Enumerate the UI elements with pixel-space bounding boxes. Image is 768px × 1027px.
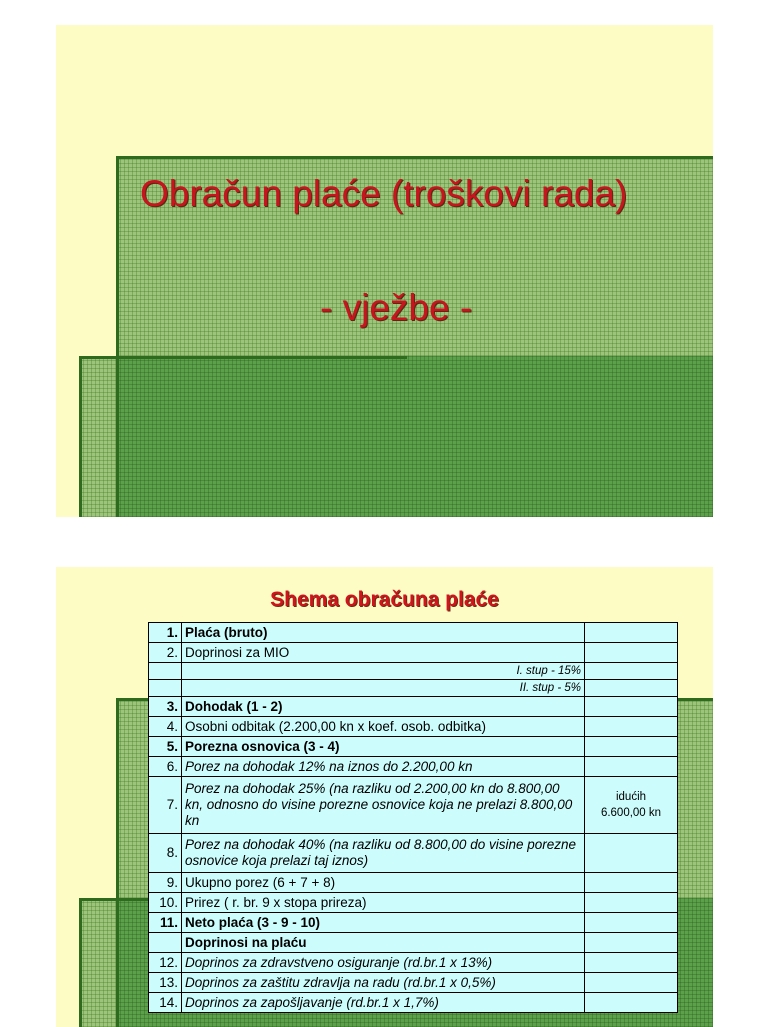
row-label: Osobni odbitak (2.200,00 kn x koef. osob. odbitka) <box>182 717 585 737</box>
background-pattern <box>116 356 713 517</box>
row-label: Dohodak (1 - 2) <box>182 697 585 717</box>
side-cell <box>585 643 678 663</box>
row-label: I. stup - 15% <box>182 663 585 680</box>
slide-subtitle: - vježbe - <box>320 287 473 328</box>
table-row <box>149 993 678 1013</box>
divider <box>116 698 119 1027</box>
side-note-line2: 6.600,00 kn <box>600 807 662 819</box>
slide-title: Obračun plaće (troškovi rada) <box>140 173 628 214</box>
side-cell <box>585 933 678 953</box>
side-cell <box>585 834 678 873</box>
table-row <box>149 893 678 913</box>
row-number: 11. <box>149 913 182 933</box>
side-cell <box>585 697 678 717</box>
salary-scheme-table <box>148 622 678 1013</box>
row-label: Prirez ( r. br. 9 x stopa prireza) <box>182 893 585 913</box>
divider <box>116 156 713 159</box>
row-number: 14. <box>149 993 182 1013</box>
side-cell <box>585 953 678 973</box>
table-row <box>149 717 678 737</box>
table-row <box>149 757 678 777</box>
side-cell <box>585 777 678 834</box>
table-row <box>149 777 678 834</box>
row-label: Porezna osnovica (3 - 4) <box>182 737 585 757</box>
table-row <box>149 737 678 757</box>
side-cell <box>585 973 678 993</box>
row-label: Doprinosi na plaću <box>182 933 585 953</box>
row-number <box>149 680 182 697</box>
side-cell <box>585 913 678 933</box>
table-row <box>149 680 678 697</box>
row-label: Ukupno porez (6 + 7 + 8) <box>182 873 585 893</box>
divider <box>79 356 407 359</box>
table-row <box>149 623 678 643</box>
side-cell <box>585 737 678 757</box>
background-pattern <box>79 898 119 1027</box>
row-number: 4. <box>149 717 182 737</box>
row-number: 5. <box>149 737 182 757</box>
row-number: 3. <box>149 697 182 717</box>
side-cell <box>585 873 678 893</box>
row-label: Doprinos za zaštitu zdravlja na radu (rd.br.1 x 0,5%) <box>182 973 585 993</box>
row-number: 8. <box>149 834 182 873</box>
table-row <box>149 697 678 717</box>
table-row <box>149 913 678 933</box>
row-label: Doprinosi za MIO <box>182 643 585 663</box>
row-number: 6. <box>149 757 182 777</box>
side-cell <box>585 893 678 913</box>
divider <box>79 898 82 1027</box>
table-row <box>149 933 678 953</box>
row-label: Doprinos za zdravstveno osiguranje (rd.br.1 x 13%) <box>182 953 585 973</box>
side-cell <box>585 680 678 697</box>
row-label: Plaća (bruto) <box>182 623 585 643</box>
table-row <box>149 643 678 663</box>
side-cell <box>585 717 678 737</box>
side-cell <box>585 993 678 1013</box>
divider <box>116 156 119 517</box>
background-pattern <box>79 356 119 517</box>
slide-title: Shema obračuna plaće <box>270 588 499 611</box>
row-label: Porez na dohodak 25% (na razliku od 2.200,00 kn do 8.800,00 kn, odnosno do visine porezne osnovice koja ne prelazi 8.800,00 kn <box>182 777 585 834</box>
salary-scheme-slide <box>56 567 713 1027</box>
row-number <box>149 933 182 953</box>
table-row <box>149 973 678 993</box>
side-cell <box>585 623 678 643</box>
row-label: Porez na dohodak 40% (na razliku od 8.800,00 do visine porezne osnovice koja prelazi taj iznos) <box>182 834 585 873</box>
row-number: 9. <box>149 873 182 893</box>
row-number: 12. <box>149 953 182 973</box>
row-number <box>149 663 182 680</box>
row-label: Doprinos za zapošljavanje (rd.br.1 x 1,7%) <box>182 993 585 1013</box>
table-row <box>149 663 678 680</box>
row-label: Neto plaća (3 - 9 - 10) <box>182 913 585 933</box>
table-row <box>149 873 678 893</box>
side-note-line1: idućih <box>615 791 647 803</box>
divider <box>79 356 82 517</box>
row-number: 13. <box>149 973 182 993</box>
side-cell <box>585 757 678 777</box>
row-number: 7. <box>149 777 182 834</box>
row-label: Porez na dohodak 12% na iznos do 2.200,00 kn <box>182 757 585 777</box>
row-number: 1. <box>149 623 182 643</box>
row-number: 2. <box>149 643 182 663</box>
table-row <box>149 953 678 973</box>
title-slide <box>56 25 713 517</box>
row-number: 10. <box>149 893 182 913</box>
table-row <box>149 834 678 873</box>
row-label: II. stup - 5% <box>182 680 585 697</box>
side-cell <box>585 663 678 680</box>
